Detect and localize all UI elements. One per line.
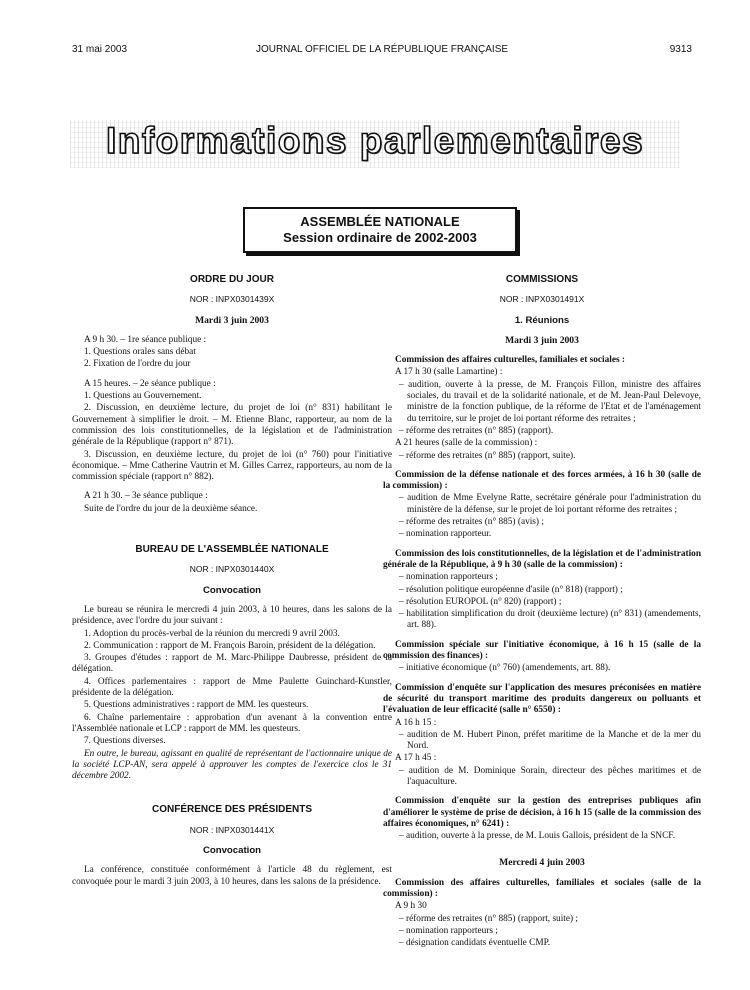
bureau-note: En outre, le bureau, agissant en qualité de représentant de l'actionnaire unique de la société LCP-AN, sera appelé à approuver les comptes de l'exercice clos le 31 décembre 2002. [72,748,392,782]
commission-4-items [383,663,701,674]
conf-nor: NOR : INPX0301441X [189,824,275,835]
commission-5-time-1: A 16 h 15 : [395,717,437,728]
reunions-heading: 1. Réunions [514,314,570,326]
list-item: 3. Discussion, en deuxième lecture, du projet de loi (n° 760) pour l'initiative économique. – Mme Catherine Vautrin et M. Gilles Carrez, rapporteurs, au nom de la commission spéciale (rapport n° 882). [72,449,392,483]
masthead-title: Informations parlementaires [105,120,645,161]
date-mardi: Mardi 3 juin 2003 [505,334,579,346]
seance-1: A 9 h 30. – 1re séance publique : [84,334,207,345]
assembly-name: ASSEMBLÉE NATIONALE [300,214,460,229]
commission-5-items-1 [383,730,701,753]
commission-1: Commission des affaires culturelles, familiales et sociales : [395,355,625,366]
bureau-convocation: Convocation [202,584,262,596]
list-item: – audition, ouverte à la presse, de M. François Fillon, ministre des affaires sociales, du travail et de la solidarité nationale, et de M. Jean-Paul Delevoye, ministre de la fonction publique, de la réforme de l'Etat et de l'aménagement du territoire, sur le projet de loi portant réforme des retraites ; [399,379,701,424]
conf-convocation: Convocation [202,844,262,856]
list-item: – audition, ouverte à la presse, de M. Louis Gallois, président de la SNCF. [399,831,676,842]
list-item: – réforme des retraites (n° 885) (rapport, suite). [399,450,576,461]
list-item: 5. Questions administratives : rapport de MM. les questeurs. [84,700,309,711]
ordre-title: ORDRE DU JOUR [190,274,274,285]
commission-5-items-2 [383,766,701,789]
list-item: – réforme des retraites (n° 885) (rapport). [399,425,554,436]
list-item: – audition de M. Hubert Pinon, préfet maritime de la Manche et de la mer du Nord. [399,729,701,752]
right-column [383,274,701,951]
commission-6: Commission d'enquête sur la gestion des entreprises publiques afin d'améliorer le système de prise de décision, à 16 h 15 (salle de la commission des affaires économiques, n° 6241) : [383,796,701,829]
list-item: – audition de Mme Evelyne Ratte, secrétaire générale pour l'administration du ministère de la défense, sur le projet de loi portant réforme des retraites ; [399,493,701,515]
list-item: 1. Adoption du procès-verbal de la réunion du mercredi 9 avril 2003. [84,628,340,639]
seance-2-items [72,391,392,483]
bureau-intro: Le bureau se réunira le mercredi 4 juin 2003, à 10 heures, dans les salons de la présidence, avec l'ordre du jour suivant : [72,604,392,627]
list-item: – désignation candidats éventuelle CMP. [399,938,551,949]
list-item: – habilitation simplification du droit (deuxième lecture) (n° 831) (amendements, art. 88). [399,609,701,631]
ordre-date: Mardi 3 juin 2003 [195,314,269,326]
list-item: 7. Questions diverses. [84,736,166,747]
assembly-box [243,207,517,253]
list-item: 1. Questions orales sans débat [84,347,196,358]
list-item: 6. Chaîne parlementaire : approbation d'un avenant à la convention entre l'Assemblée nationale et LCP : rapport de MM. les questeurs. [72,712,392,734]
list-item: 2. Discussion, en deuxième lecture, du projet de loi (n° 831) habilitant le Gouvernement à simplifier le droit. – M. Etienne Blanc, rapporteur, au nom de la commission des lois constitutionnelles, de la législation et de l'administration générale de la République (rapport n° 871). [72,403,392,448]
conf-title: CONFÉRENCE DES PRÉSIDENTS [151,804,313,816]
commission-7-items [383,914,701,950]
list-item: – nomination rapporteurs ; [399,925,498,936]
commission-1-items-1 [383,380,701,437]
bureau-nor: NOR : INPX0301440X [189,564,275,575]
commission-3-items [383,572,701,631]
commission-1-items-2 [383,451,701,462]
commission-3: Commission des lois constitutionnelles, de la législation et de l'administration générale de la République, à 9 h 30 (salle de la commission) : [383,548,701,570]
commission-7: Commission des affaires culturelles, familiales et sociales (salle de la commission) : [383,877,701,900]
commission-6-items [383,831,701,842]
list-item: 3. Groupes d'études : rapport de M. Marc-Philippe Daubresse, président de la délégation. [72,653,392,675]
commissions-nor: NOR : INPX0301491X [499,294,585,305]
commission-7-time: A 9 h 30 [395,901,427,912]
list-item: – nomination rapporteurs ; [399,572,498,583]
page-header [72,44,692,58]
seance-3: A 21 h 30. – 3e séance publique : [84,491,208,502]
seance-2: A 15 heures. – 2e séance publique : [84,378,216,389]
commission-2: Commission de la défense nationale et des forces armées, à 16 h 30 (salle de la commission) : [383,469,701,492]
header-journal: JOURNAL OFFICIEL DE LA RÉPUBLIQUE FRANÇAISE [255,44,509,55]
list-item: – résolution EUROPOL (n° 820) (rapport) ; [399,596,562,607]
masthead [70,120,680,168]
ordre-nor: NOR : INPX0301439X [189,294,275,305]
seance-1-items [72,347,392,371]
bureau-title: BUREAU DE L'ASSEMBLÉE NATIONALE [135,544,329,556]
list-item: 2. Fixation de l'ordre du jour [84,359,191,370]
commission-4: Commission spéciale sur l'initiative économique, à 16 h 15 (salle de la commission des finances) : [383,639,701,662]
date-mercredi: Mercredi 4 juin 2003 [499,857,585,869]
list-item: 2. Communication : rapport de M. François Baroin, président de la délégation. [84,640,376,651]
header-page-number: 9313 [669,44,692,55]
list-item: 4. Offices parlementaires : rapport de Mme Paulette Guinchard-Kunstler, présidente de la délégation. [72,676,392,699]
list-item: – résolution politique européenne d'asile (n° 818) (rapport) ; [399,584,623,595]
left-column [72,274,392,889]
conf-text: La conférence, constituée conformément à l'article 48 du règlement, est convoquée pour le mardi 3 juin 2003, à 10 heures, dans les salons de la présidence. [72,865,392,887]
commission-1-time-1: A 17 h 30 (salle Lamartine) : [395,367,503,378]
seance-3-text: Suite de l'ordre du jour de la deuxième séance. [84,503,258,514]
commission-1-time-2: A 21 heures (salle de la commission) : [395,438,538,449]
list-item: – réforme des retraites (n° 885) (avis) ; [399,517,544,528]
session-name: Session ordinaire de 2002-2003 [283,230,477,245]
list-item: – audition de M. Dominique Sorain, directeur des pêches maritimes et de l'aquaculture. [399,765,701,787]
commission-5-time-2: A 17 h 45 : [395,753,437,764]
header-date: 31 mai 2003 [72,44,128,55]
commissions-title: COMMISSIONS [505,274,579,285]
commission-5: Commission d'enquête sur l'application des mesures préconisées en matière de sécurité du transport maritime des produits dangereux ou polluants et l'évaluation de leur efficacité (salle n° 6550) : [383,682,701,716]
list-item: – initiative économique (n° 760) (amendements, art. 88). [399,663,611,674]
commission-2-items [383,493,701,540]
bureau-items [72,629,392,748]
list-item: – nomination rapporteur. [399,529,492,540]
list-item: 1. Questions au Gouvernement. [84,391,202,402]
list-item: – réforme des retraites (n° 885) (rapport, suite) ; [399,913,579,924]
